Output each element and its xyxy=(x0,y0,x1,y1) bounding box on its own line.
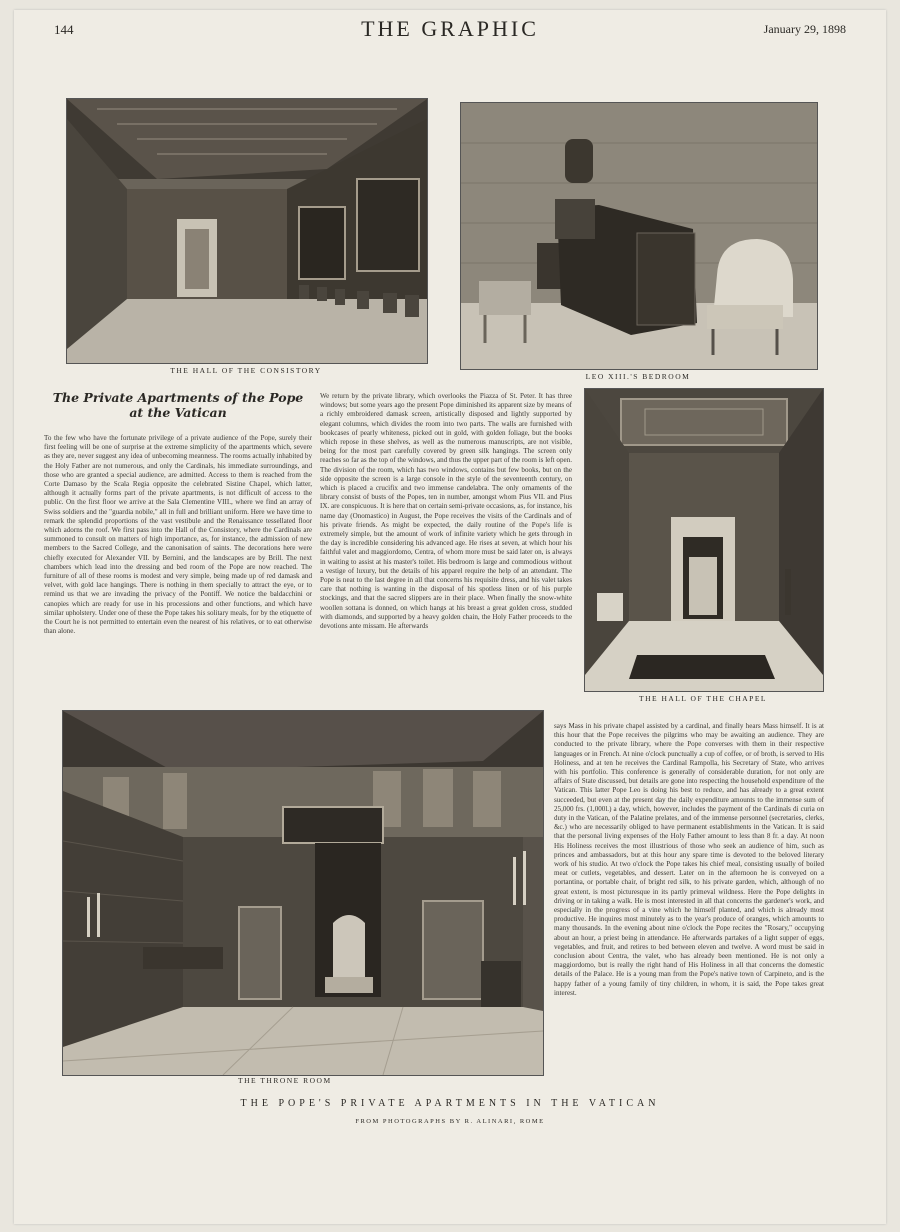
bedroom-photo xyxy=(460,102,818,370)
throne-room-caption: THE THRONE ROOM xyxy=(238,1076,332,1085)
issue-date: January 29, 1898 xyxy=(763,22,846,36)
article-title-line2: at the Vatican xyxy=(129,405,227,420)
page-header xyxy=(14,10,886,50)
article-heading xyxy=(44,390,312,420)
throne-room-photo xyxy=(62,710,544,1076)
consistory-photo xyxy=(66,98,428,364)
masthead-title: THE GRAPHIC xyxy=(361,16,539,41)
photo-credit: FROM PHOTOGRAPHS BY R. ALINARI, ROME xyxy=(355,1118,545,1125)
chapel-caption: THE HALL OF THE CHAPEL xyxy=(639,694,767,703)
chapel-photo xyxy=(584,388,824,692)
page-number: 144 xyxy=(54,22,74,37)
article-title-line1: The Private Apartments of the Pope xyxy=(52,390,304,405)
newspaper-page xyxy=(14,10,886,1224)
article-column-3: says Mass in his private chapel assisted by a cardinal, and finally hears Mass himself. It is at this hour that the Pope receives the pilgrims who may be awaiting an audience. They are conducted to the private library, where the Pope converses with them in their respective languages or in French. At nine o'clock punctually a cup of coffee, or of broth, is served to His Holiness, and at ten he receives the Cardinal Rampolla, his Secretary of State, who arrives with his portfolio. This conference is generally of considerable duration, for not only are affairs of State discussed, but details are gone into respecting the household expenditure of the Vatican. This latter Pope Leo is doing his best to reduce, and has already to a great extent succeeded, but even at the present day the daily expenditure amounts to the immense sum of 25,000 frs. (1,000l.) a day, which, however, includes the payment of the Cardinals di curia on duty in the Vatican, of the Palatine prelates, and of the immense personnel (secretaries, clerks, &c.) who are necessarily obliged to have permanent establishments in the Vatican. It is said that the personal living expenses of the Holy Father amount to less than 8 fr. a day. At noon His Holiness receives the most illustrious of those who seek an audience of him, such as princes and ambassadors, but at this hour any spare time is devoted to the beloved literary work of his studio. At two o'clock the Pope takes his chief meal, consisting usually of boiled meat or cutlets, vegetables, and dessert. Later on in the afternoon he is conveyed on a portantina, or portable chair, of bright red silk, to his private garden, which, although of no great extent, is most picturesque in its partly primeval wildness. Here the Pope delights in driving or in taking a walk. He is most interested in all that concerns the gardener's work, and especially in the progress of a vine which he himself planted, and which is already most productive. He inquires most minutely as to the year's produce of oranges, which amounts to many thousands. In the evening about nine o'clock the Pope recites the "Rosary," occupying about an hour, a priest being in attendance. He afterwards partakes of a light supper of eggs, vegetables, and fruit, and retires to bed between eleven and twelve. A word must be said in conclusion about Centra, the valet, who has already been mentioned. He is not only a maggiordomo, but is really the right hand of His Holiness in all that concerns the domestic details of the Palace. He is a young man from the Pope's native town of Carpineto, and is the happy father of a young family of tiny children, in whom, it is said, the Pope takes great interest. xyxy=(554,722,824,997)
article-column-2: We return by the private library, which overlooks the Piazza of St. Peter. It has three windows; but some years ago the present Pope diminished its apparent size by means of a richly embroidered damask screen, artistically disposed and lightly supported by elegant columns, which divides the room into two parts. The walls are furnished with bookcases of pearly whiteness, picked out in gold, with golden foliage, but the books which repose in these shelves, as well as the numerous manuscripts, are not visible, being for the most part carefully covered by green silk hangings. The screen only reaches so far as the top of the windows, and thus the upper part of the room is left open. The division of the room, which has two windows, contains but few books, but on the side opposite the screen is a large console in the style of the seventeenth century, on which is placed a crucifix and two immense candelabra. The only ornaments of the library consist of busts of the Popes, ten in number, amongst whom Pius VII. and Pius IX. are conspicuous. It is here that on certain semi-private occasions, as, for instance, his name day (Onomastico) in August, the Pope receives the visits of the Cardinals and of his private friends. As might be expected, the daily routine of the Pope's life is extremely simple, but the amount of work of infinite variety which he gets through in the day is incredible considering his advanced age. He rises at seven, at which hour his faithful valet and maggiordomo, Centra, of whom more must be said later on, is always in waiting to assist at his master's toilet. His bedroom is large and commodious without a vestige of luxury, but the details of his apparel require the help of an attendant. The Pope is neat to the last degree in all that concerns his requisite dress, and his valet takes care that nothing is wanting in the disposal of his spotless linen or of his purple stockings, and that the sacred slippers are in their place. When finally the snow-white woollen sottana is donned, on which hangs at his breast a great golden cross, studded with diamonds, and supported by a heavy golden chain, the Holy Father proceeds to the devotions ante missam. He afterwards xyxy=(320,392,572,631)
page-footer-title: THE POPE'S PRIVATE APARTMENTS IN THE VATICAN xyxy=(240,1098,660,1109)
bedroom-caption: LEO XIII.'S BEDROOM xyxy=(585,372,691,381)
consistory-caption: THE HALL OF THE CONSISTORY xyxy=(170,366,322,375)
article-column-1: To the few who have the fortunate privilege of a private audience of the Pope, surely their first feeling will be one of surprise at the extreme simplicity of the apartments which, severe as they are, never suggest any idea of unbecoming meanness. The rooms actually inhabited by the Holy Father are not numerous, and only the Cardinals, his immediate surroundings, and those who are granted a special audience, are admitted. Access to them is reached from the Corte Damaso by the Scala Regia opposite the celebrated Sistine Chapel, which latter, although it actually forms part of the private apartments, is not difficult of access to the public. On the first floor we arrive at the Sala Clementine VIII., where we find an array of Swiss soldiers and the "guardia nobile," all in full and brilliant uniform. Here we have time to remark the splendid proportions of the vast vestibule and the Renaissance tessellated floor which adorns the roof. We first pass into the Hall of the Consistory, where the Cardinals are summoned to consult on matters of high importance, as, for instance, the admission of new members to the Sacred College, and the canonisation of saints. The decorations here were chiefly executed for Alexander VII. by Bernini, and the landscapes are by Brill. The next chambers which lead into the dressing and bed room of the Pope are now reached. The furniture of all of these rooms is modest and very simple, being made up of red damask and velvet, with gold lace hangings. There is nothing in them specially to attract the eye, or to remind us that we are invading the privacy of the Pontiff. We notice the baldacchini or canopies which are ready for use in his processions and other functions, and which have similar upholstery. Under one of these the Pope takes his solitary meals, for by the etiquette of the Court he is not permitted to entertain even the nearest of his relatives, or to eat otherwise than alone. xyxy=(44,434,312,636)
